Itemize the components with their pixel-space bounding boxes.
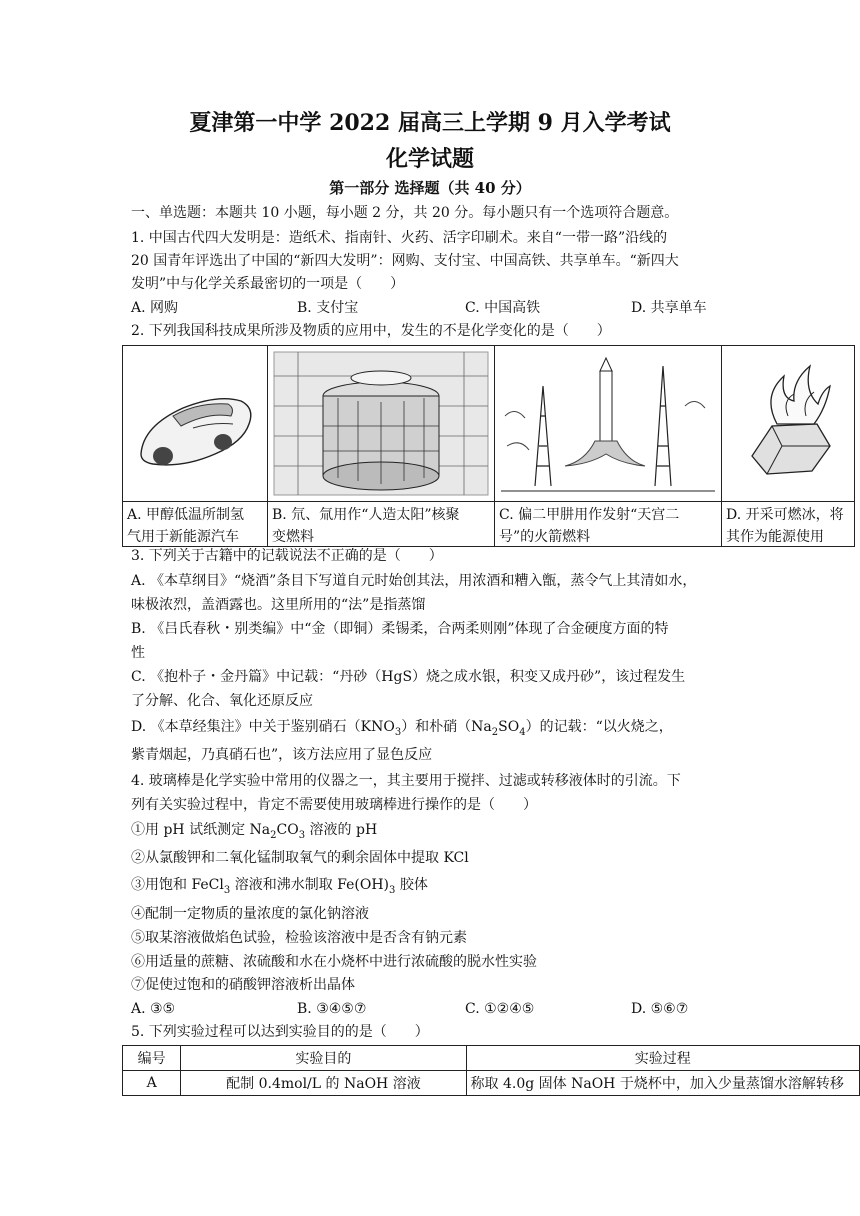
q2-caption-a bbox=[123, 502, 267, 546]
q2-stem: 2. 下列我国科技成果所涉及物质的应用中，发生的不是化学变化的是（ ） bbox=[131, 323, 611, 339]
header-cell: 编号 bbox=[123, 1046, 181, 1071]
text-part: SO bbox=[498, 719, 520, 735]
subscript: 3 bbox=[223, 884, 231, 896]
q2-caption-c bbox=[495, 502, 721, 546]
q1-option-d: D. 共享单车 bbox=[631, 300, 707, 316]
text-part: ①用 pH 试纸测定 Na bbox=[131, 822, 271, 838]
q4-item-1 bbox=[131, 820, 377, 846]
text-part: CO bbox=[276, 822, 299, 838]
table-cell: A bbox=[123, 1071, 181, 1096]
exam-title: 夏津第一中学 2022 届高三上学期 9 月入学考试 bbox=[189, 110, 671, 136]
q4-item-3 bbox=[131, 875, 428, 901]
caption-line: 其作为能源使用 bbox=[726, 529, 824, 545]
text-part: ③用饱和 FeCl bbox=[131, 877, 224, 893]
caption-line: C. 偏二甲肼用作发射“天宫二 bbox=[499, 507, 680, 523]
q3-line: A. 《本草纲目》“烧酒”条目下写道自元时始创其法，用浓酒和糟入甑，蒸令气上其清如水， bbox=[131, 573, 697, 589]
header-cell: 实验过程 bbox=[466, 1046, 859, 1071]
text-part: 溶液和沸水制取 Fe(OH) bbox=[230, 877, 389, 893]
text-part: 溶液的 pH bbox=[305, 822, 378, 838]
car-illustration bbox=[123, 346, 267, 501]
subscript: 2 bbox=[270, 829, 277, 841]
q4-line: 4. 玻璃棒是化学实验中常用的仪器之一，其主要用于搅拌、过滤或转移液体时的引流。下 bbox=[131, 773, 681, 789]
q4-option-c: C. ①②④⑤ bbox=[465, 1001, 535, 1017]
text-part: 胶体 bbox=[395, 877, 428, 893]
table-row bbox=[123, 1071, 860, 1096]
q4-item-2: ②从氯酸钾和二氧化锰制取氧气的剩余固体中提取 KCl bbox=[131, 850, 469, 866]
text-part: D. 《本草经集注》中关于鉴别硝石（KNO bbox=[131, 719, 395, 735]
subscript: 2 bbox=[491, 726, 499, 738]
q4-option-b: B. ③④⑤⑦ bbox=[297, 1001, 367, 1017]
fusion-reactor-illustration bbox=[268, 346, 494, 501]
q4-option-d: D. ⑤⑥⑦ bbox=[631, 1001, 689, 1017]
caption-line: A. 甲醇低温所制氢 bbox=[127, 507, 245, 523]
table-cell: 称取 4.0g 固体 NaOH 于烧杯中，加入少量蒸馏水溶解转移 bbox=[466, 1071, 859, 1096]
q4-item-6: ⑥用适量的蔗糖、浓硫酸和水在小烧杯中进行浓硫酸的脱水性实验 bbox=[131, 954, 537, 970]
q3-line: 性 bbox=[131, 645, 145, 661]
q3-stem: 3. 下列关于古籍中的记载说法不正确的是（ ） bbox=[131, 548, 443, 564]
q4-item-7: ⑦促使过饱和的硝酸钾溶液析出晶体 bbox=[131, 977, 355, 993]
rocket-launch-illustration bbox=[495, 346, 721, 501]
caption-line: 号”的火箭燃料 bbox=[499, 529, 591, 545]
caption-line: B. 氘、氚用作“人造太阳”核聚 bbox=[272, 507, 460, 523]
subscript: 4 bbox=[519, 726, 526, 738]
q3-line: B. 《吕氏春秋・别类编》中“金（即铜）柔锡柔，合两柔则刚”体现了合金硬度方面的特 bbox=[131, 621, 669, 637]
section-title: 第一部分 选择题（共 40 分） bbox=[329, 179, 531, 197]
header-cell: 实验目的 bbox=[181, 1046, 466, 1071]
q4-item-5: ⑤取某溶液做焰色试验，检验该溶液中是否含有钠元素 bbox=[131, 930, 467, 946]
exam-subtitle: 化学试题 bbox=[385, 146, 474, 172]
q5-stem: 5. 下列实验过程可以达到实验目的的是（ ） bbox=[131, 1024, 429, 1040]
q4-option-a: A. ③⑤ bbox=[131, 1001, 176, 1017]
subscript: 3 bbox=[298, 829, 306, 841]
text-part: ）的记载：“以火烧之， bbox=[525, 719, 673, 735]
q1-line: 发明”中与化学关系最密切的一项是（ ） bbox=[131, 276, 405, 292]
q3-line: 味极浓烈，盖酒露也。这里所用的“法”是指蒸馏 bbox=[131, 597, 426, 613]
table-header-row bbox=[123, 1046, 860, 1071]
q3-line: C. 《抱朴子・金丹篇》中记载：“丹砂（HgS）烧之成水银，积变又成丹砂”，该过程发生 bbox=[131, 669, 686, 685]
text-part: ）和朴硝（Na bbox=[401, 719, 492, 735]
q4-item-4: ④配制一定物质的量浓度的氯化钠溶液 bbox=[131, 906, 369, 922]
q3-option-d-line bbox=[131, 717, 673, 743]
q1-option-b: B. 支付宝 bbox=[297, 300, 359, 316]
section-intro: 一、单选题：本题共 10 小题，每小题 2 分，共 20 分。每小题只有一个选项符合题意。 bbox=[131, 205, 679, 221]
burning-ice-illustration bbox=[722, 346, 854, 501]
q1-option-a: A. 网购 bbox=[131, 300, 179, 316]
q5-table bbox=[122, 1045, 860, 1096]
caption-line: D. 开采可燃冰，将 bbox=[726, 507, 844, 523]
subscript: 3 bbox=[394, 726, 402, 738]
q3-line: 紫青烟起，乃真硝石也”，该方法应用了显色反应 bbox=[131, 747, 433, 763]
table-cell: 配制 0.4mol/L 的 NaOH 溶液 bbox=[181, 1071, 466, 1096]
q1-option-c: C. 中国高铁 bbox=[465, 300, 541, 316]
q3-line: 了分解、化合、氧化还原反应 bbox=[131, 693, 313, 709]
q4-line: 列有关实验过程中，肯定不需要使用玻璃棒进行操作的是（ ） bbox=[131, 797, 537, 813]
q2-figure-table bbox=[122, 345, 855, 547]
q1-line: 20 国青年评选出了中国的“新四大发明”：网购、支付宝、中国高铁、共享单车。“新四大 bbox=[131, 253, 679, 269]
q1-line: 1. 中国古代四大发明是：造纸术、指南针、火药、活字印刷术。来自“一带一路”沿线的 bbox=[131, 230, 668, 246]
subscript: 3 bbox=[389, 884, 396, 896]
q2-caption-d bbox=[722, 502, 854, 546]
caption-line: 变燃料 bbox=[272, 529, 314, 545]
caption-line: 气用于新能源汽车 bbox=[127, 529, 239, 545]
q2-caption-b bbox=[268, 502, 494, 546]
